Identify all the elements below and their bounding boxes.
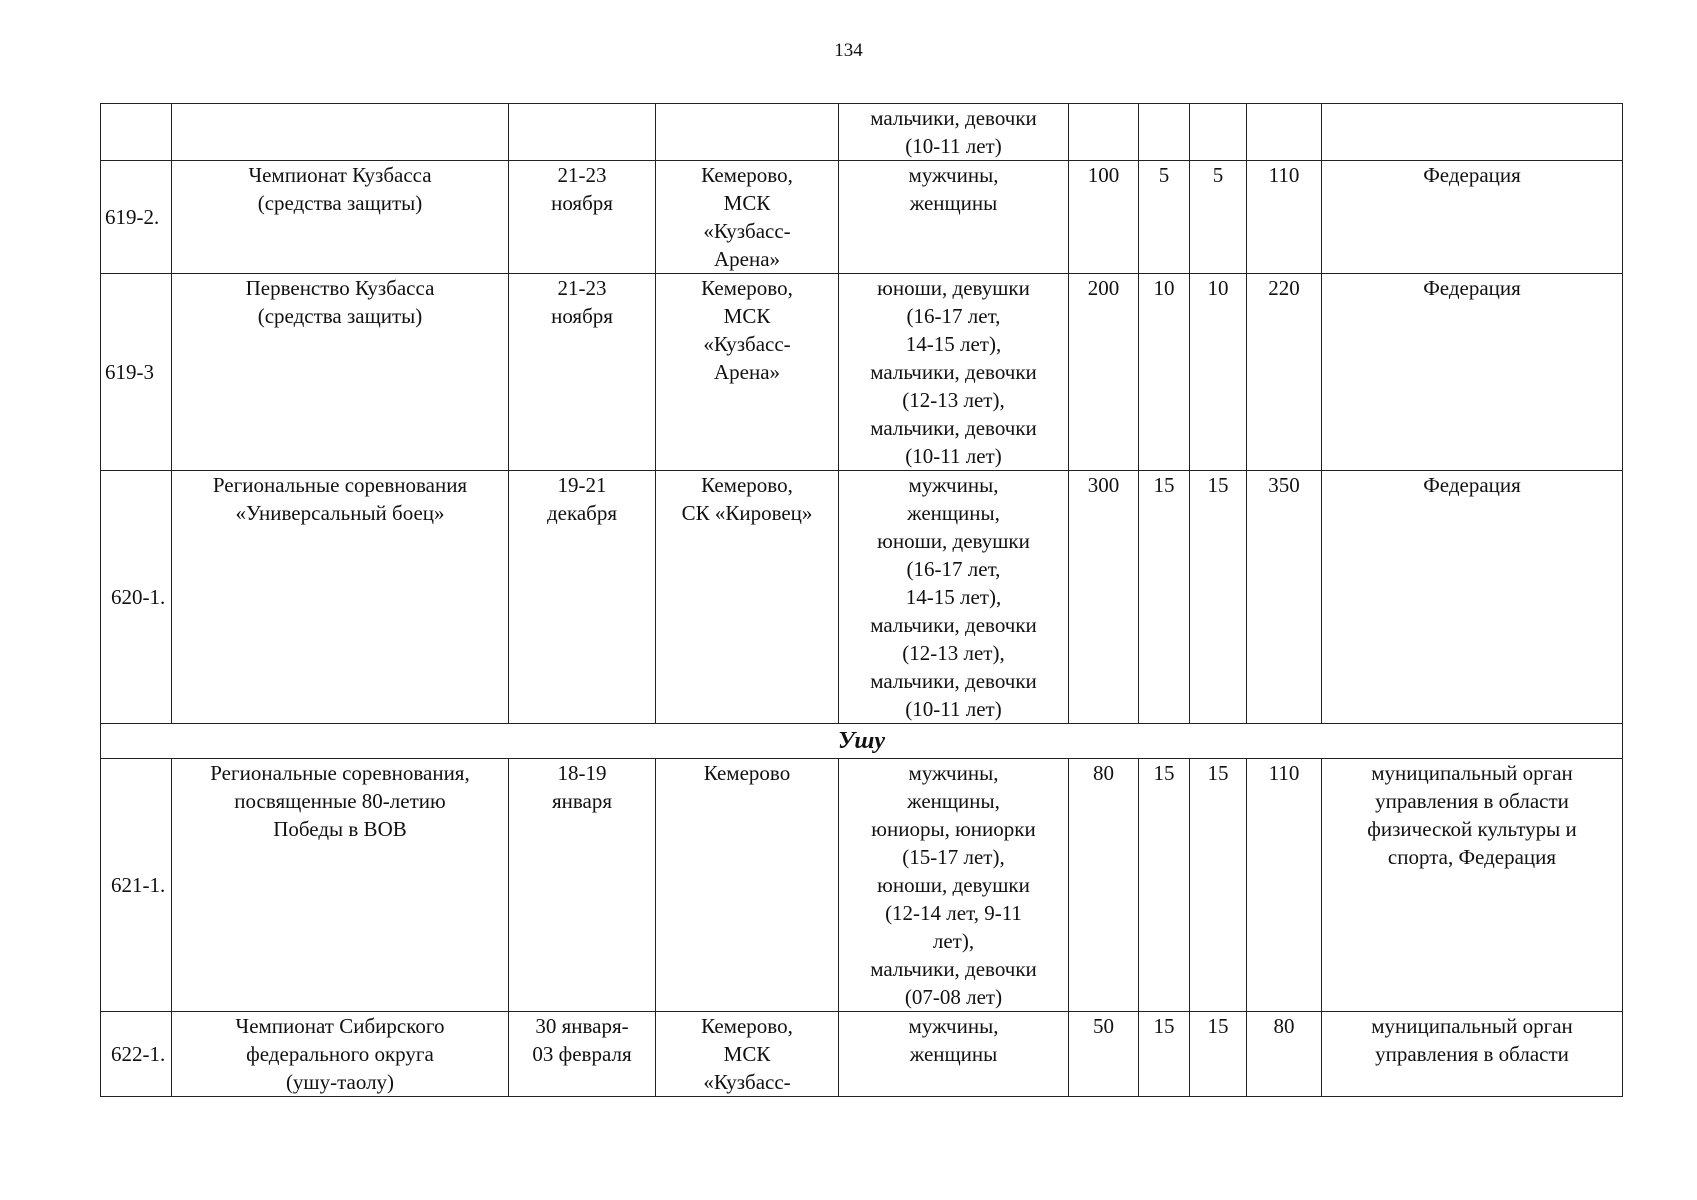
event-dates [509, 1012, 656, 1097]
organizer [1322, 274, 1623, 471]
event-name-line: Региональные соревнования, [210, 761, 470, 785]
event-place-line: Кемерово, [701, 276, 793, 300]
event-name [172, 1012, 509, 1097]
event-name-line: Чемпионат Кузбасса [248, 163, 432, 187]
event-dates-line: января [551, 789, 613, 813]
event-dates [509, 161, 656, 274]
count-col-2: 15 [1139, 471, 1190, 724]
event-place [656, 1012, 839, 1097]
organizer-line: управления в области [1375, 1042, 1569, 1066]
event-name [172, 161, 509, 274]
event-name [172, 471, 509, 724]
event-place-line: Кемерово [703, 761, 791, 785]
event-name-line: «Универсальный боец» [235, 501, 445, 525]
event-place-line: МСК [723, 191, 771, 215]
count-col-1: 50 [1069, 1012, 1139, 1097]
count-col-3: 15 [1190, 471, 1247, 724]
organizer [1322, 1012, 1623, 1097]
table-section [101, 724, 1623, 759]
event-name-line: Региональные соревнования [212, 473, 468, 497]
event-dates [509, 104, 656, 161]
participants-line: лет), [932, 929, 975, 953]
participants-line: мальчики, девочки [870, 416, 1037, 440]
participants-line: женщины, [907, 789, 1000, 813]
participants [839, 471, 1069, 724]
count-col-3: 5 [1190, 161, 1247, 274]
event-name-line: Победы в ВОВ [273, 817, 407, 841]
event-dates [509, 274, 656, 471]
organizer-line: муниципальный орган [1371, 1014, 1573, 1038]
participants-line: мальчики, девочки [870, 360, 1037, 384]
event-dates-line: 03 февраля [532, 1042, 632, 1066]
event-place-line: МСК [723, 304, 771, 328]
event-dates-line: 30 января- [535, 1014, 629, 1038]
event-dates [509, 471, 656, 724]
event-place [656, 759, 839, 1012]
event-place-line: «Кузбасс- [703, 219, 791, 243]
event-name-line: (средства защиты) [257, 191, 423, 215]
event-dates-line: ноября [551, 191, 613, 215]
participants [839, 1012, 1069, 1097]
count-col-2: 5 [1139, 161, 1190, 274]
participants-line: мужчины, [908, 761, 999, 785]
event-name-line: федерального округа [246, 1042, 434, 1066]
event-dates-line: 18-19 [557, 761, 607, 785]
participants-line: (07-08 лет) [904, 985, 1003, 1009]
event-place-line: Кемерово, [701, 473, 793, 497]
count-total: 110 [1247, 759, 1322, 1012]
organizer-line: спорта, Федерация [1387, 845, 1557, 869]
event-place [656, 161, 839, 274]
event-name-line: Чемпионат Сибирского [235, 1014, 445, 1038]
events-table [100, 103, 1623, 1097]
row-number: 620-1. [101, 471, 172, 724]
participants [839, 759, 1069, 1012]
count-total: 350 [1247, 471, 1322, 724]
section-row [101, 724, 1623, 759]
participants-line: женщины, [907, 501, 1000, 525]
event-place-line: МСК [723, 1042, 771, 1066]
organizer [1322, 161, 1623, 274]
event-name-line: (ушу-таолу) [285, 1070, 395, 1094]
participants-line: (12-13 лет), [902, 641, 1005, 665]
event-place [656, 471, 839, 724]
participants-line: мужчины, [908, 473, 999, 497]
event-dates [509, 759, 656, 1012]
table-body-top [101, 104, 1623, 724]
count-total: 110 [1247, 161, 1322, 274]
organizer-line: муниципальный орган [1371, 761, 1573, 785]
organizer-line: физической культуры и [1367, 817, 1577, 841]
organizer-line: Федерация [1423, 473, 1521, 497]
organizer [1322, 471, 1623, 724]
table-row [101, 1012, 1623, 1097]
count-col-1: 80 [1069, 759, 1139, 1012]
participants-line: мальчики, девочки [870, 106, 1037, 130]
event-place-line: Арена» [713, 247, 781, 271]
organizer-line: управления в области [1375, 789, 1569, 813]
table-row [101, 104, 1623, 161]
row-number [101, 104, 172, 161]
table-row [101, 161, 1623, 274]
organizer-line: Федерация [1423, 163, 1521, 187]
row-number: 619-2. [101, 161, 172, 274]
participants-line: (10-11 лет) [905, 444, 1002, 468]
count-total [1247, 104, 1322, 161]
event-place [656, 104, 839, 161]
table-row [101, 471, 1623, 724]
event-place-line: СК «Кировец» [681, 501, 813, 525]
participants-line: юноши, девушки [877, 276, 1030, 300]
participants-line: мужчины, [908, 1014, 999, 1038]
event-place-line: Кемерово, [701, 1014, 793, 1038]
event-dates-line: декабря [546, 501, 618, 525]
count-col-1 [1069, 104, 1139, 161]
event-name-line: (средства защиты) [257, 304, 423, 328]
count-col-2: 10 [1139, 274, 1190, 471]
count-col-2: 15 [1139, 759, 1190, 1012]
count-col-1: 100 [1069, 161, 1139, 274]
row-number: 621-1. [101, 759, 172, 1012]
participants [839, 274, 1069, 471]
participants-line: мальчики, девочки [870, 613, 1037, 637]
event-place-line: Арена» [713, 360, 781, 384]
event-place-line: «Кузбасс- [703, 1070, 791, 1094]
participants-line: 14-15 лет), [905, 585, 1002, 609]
count-total: 80 [1247, 1012, 1322, 1097]
participants-line: (10-11 лет) [905, 697, 1002, 721]
section-title: Ушу [101, 724, 1623, 759]
count-col-3: 10 [1190, 274, 1247, 471]
count-col-3 [1190, 104, 1247, 161]
event-place-line: Кемерово, [701, 163, 793, 187]
table-row [101, 274, 1623, 471]
event-name [172, 759, 509, 1012]
organizer-line: Федерация [1423, 276, 1521, 300]
participants [839, 161, 1069, 274]
participants-line: юниоры, юниорки [871, 817, 1036, 841]
participants-line: юноши, девушки [877, 873, 1030, 897]
row-number: 622-1. [101, 1012, 172, 1097]
event-place [656, 274, 839, 471]
table-row [101, 759, 1623, 1012]
participants-line: 14-15 лет), [905, 332, 1002, 356]
participants-line: юноши, девушки [877, 529, 1030, 553]
participants-line: мужчины, [908, 163, 999, 187]
event-place-line: «Кузбасс- [703, 332, 791, 356]
event-name-line: Первенство Кузбасса [245, 276, 435, 300]
count-col-1: 200 [1069, 274, 1139, 471]
participants-line: (12-14 лет, 9-11 [885, 901, 1022, 925]
participants-line: (10-11 лет) [905, 134, 1002, 158]
page-number: 134 [834, 40, 863, 61]
event-dates-line: 21-23 [557, 163, 607, 187]
participants-line: (12-13 лет), [902, 388, 1005, 412]
event-dates-line: 19-21 [557, 473, 607, 497]
table-body-bottom [101, 759, 1623, 1097]
event-dates-line: 21-23 [557, 276, 607, 300]
participants-line: женщины [909, 1042, 998, 1066]
participants-line: мальчики, девочки [870, 957, 1037, 981]
organizer [1322, 759, 1623, 1012]
participants-line: (15-17 лет), [902, 845, 1005, 869]
participants-line: (16-17 лет, [906, 557, 1001, 581]
participants [839, 104, 1069, 161]
count-col-2 [1139, 104, 1190, 161]
participants-line: мальчики, девочки [870, 669, 1037, 693]
count-col-2: 15 [1139, 1012, 1190, 1097]
event-name [172, 104, 509, 161]
count-total: 220 [1247, 274, 1322, 471]
row-number: 619-3 [101, 274, 172, 471]
count-col-3: 15 [1190, 759, 1247, 1012]
event-name-line: посвященные 80-летию [234, 789, 446, 813]
count-col-3: 15 [1190, 1012, 1247, 1097]
organizer [1322, 104, 1623, 161]
participants-line: женщины [909, 191, 998, 215]
participants-line: (16-17 лет, [906, 304, 1001, 328]
event-name [172, 274, 509, 471]
count-col-1: 300 [1069, 471, 1139, 724]
event-dates-line: ноября [551, 304, 613, 328]
